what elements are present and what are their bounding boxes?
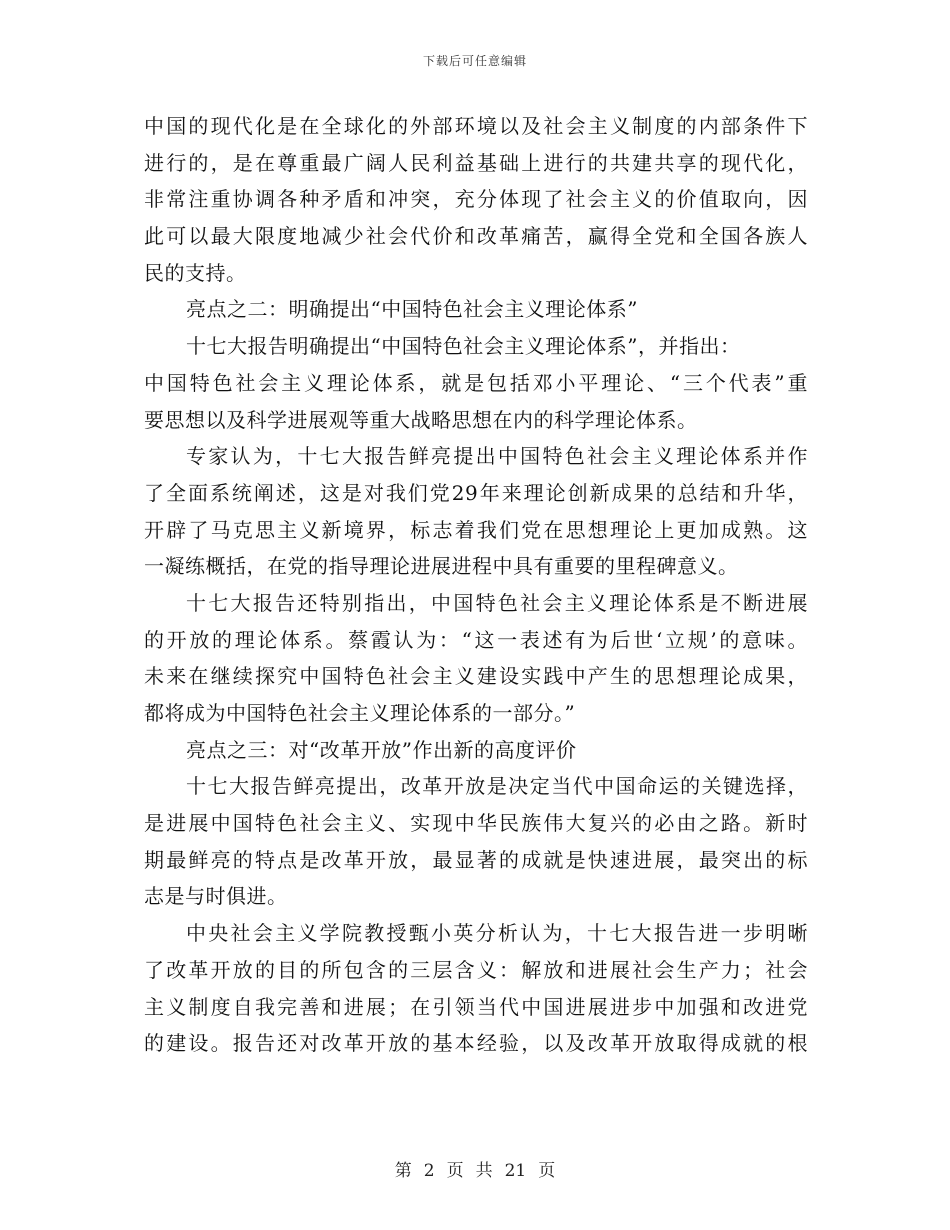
body-line: 的建设。报告还对改革开放的基本经验，以及改革开放取得成就的根 <box>144 1031 808 1056</box>
section-heading: 亮点之二：明确提出“中国特色社会主义理论体系” <box>186 297 638 322</box>
body-line: 期最鲜亮的特点是改革开放，最显著的成就是快速进展，最突出的标 <box>144 847 808 872</box>
body-line: 主义制度自我完善和进展；在引领当代中国进展进步中加强和改进党 <box>144 994 808 1019</box>
body-line: 一凝练概括，在党的指导理论进展进程中具有重要的里程碑意义。 <box>144 554 739 579</box>
body-line: 了改革开放的目的所包含的三层含义：解放和进展社会生产力；社会 <box>144 957 808 982</box>
body-line: 专家认为，十七大报告鲜亮提出中国特色社会主义理论体系并作 <box>186 444 808 469</box>
footer-page-word: 第 <box>394 1161 412 1181</box>
body-line: 了全面系统阐述，这是对我们党29年来理论创新成果的总结和升华， <box>144 480 808 505</box>
section-heading: 亮点之三：对“改革开放”作出新的高度评价 <box>186 737 577 762</box>
body-line: 中国的现代化是在全球化的外部环境以及社会主义制度的内部条件下 <box>144 114 808 138</box>
body-line: 十七大报告还特别指出，中国特色社会主义理论体系是不断进展 <box>186 590 808 615</box>
document-body <box>144 108 808 1062</box>
body-line: 是进展中国特色社会主义、实现中华民族伟大复兴的必由之路。新时 <box>144 811 808 836</box>
body-line: 要思想以及科学进展观等重大战略思想在内的科学理论体系。 <box>144 407 698 432</box>
body-line: 中央社会主义学院教授甄小英分析认为，十七大报告进一步明晰 <box>186 921 808 946</box>
body-line: 十七大报告明确提出“中国特色社会主义理论体系”，并指出： <box>186 334 741 359</box>
body-line: 民的支持。 <box>144 260 247 285</box>
body-line: 的开放的理论体系。蔡霞认为：“这一表述有为后世‘立规’的意味。 <box>144 627 808 652</box>
body-line: 未来在继续探究中国特色社会主义建设实践中产生的思想理论成果， <box>144 664 808 689</box>
footer-page-number: 2 <box>423 1161 435 1181</box>
body-line: 开辟了马克思主义新境界，标志着我们党在思想理论上更加成熟。这 <box>144 517 808 542</box>
footer-total-word: 共 <box>475 1161 493 1181</box>
body-line: 都将成为中国特色社会主义理论体系的一部分。” <box>144 701 576 725</box>
footer-page-unit: 页 <box>446 1161 464 1181</box>
page-header: 下载后可任意编辑 <box>422 54 527 68</box>
body-line: 进行的，是在尊重最广阔人民利益基础上进行的共建共享的现代化， <box>144 150 808 175</box>
footer-total-pages: 21 <box>504 1161 527 1181</box>
page-footer <box>0 1156 950 1181</box>
body-line: 此可以最大限度地减少社会代价和改革痛苦，赢得全党和全国各族人 <box>144 224 808 249</box>
body-line: 十七大报告鲜亮提出，改革开放是决定当代中国命运的关键选择， <box>186 774 808 799</box>
body-line: 中国特色社会主义理论体系，就是包括邓小平理论、“三个代表”重 <box>144 370 808 395</box>
body-line: 非常注重协调各种矛盾和冲突，充分体现了社会主义的价值取向，因 <box>144 187 808 212</box>
footer-total-unit: 页 <box>538 1161 556 1181</box>
body-line: 志是与时俱进。 <box>144 884 288 909</box>
